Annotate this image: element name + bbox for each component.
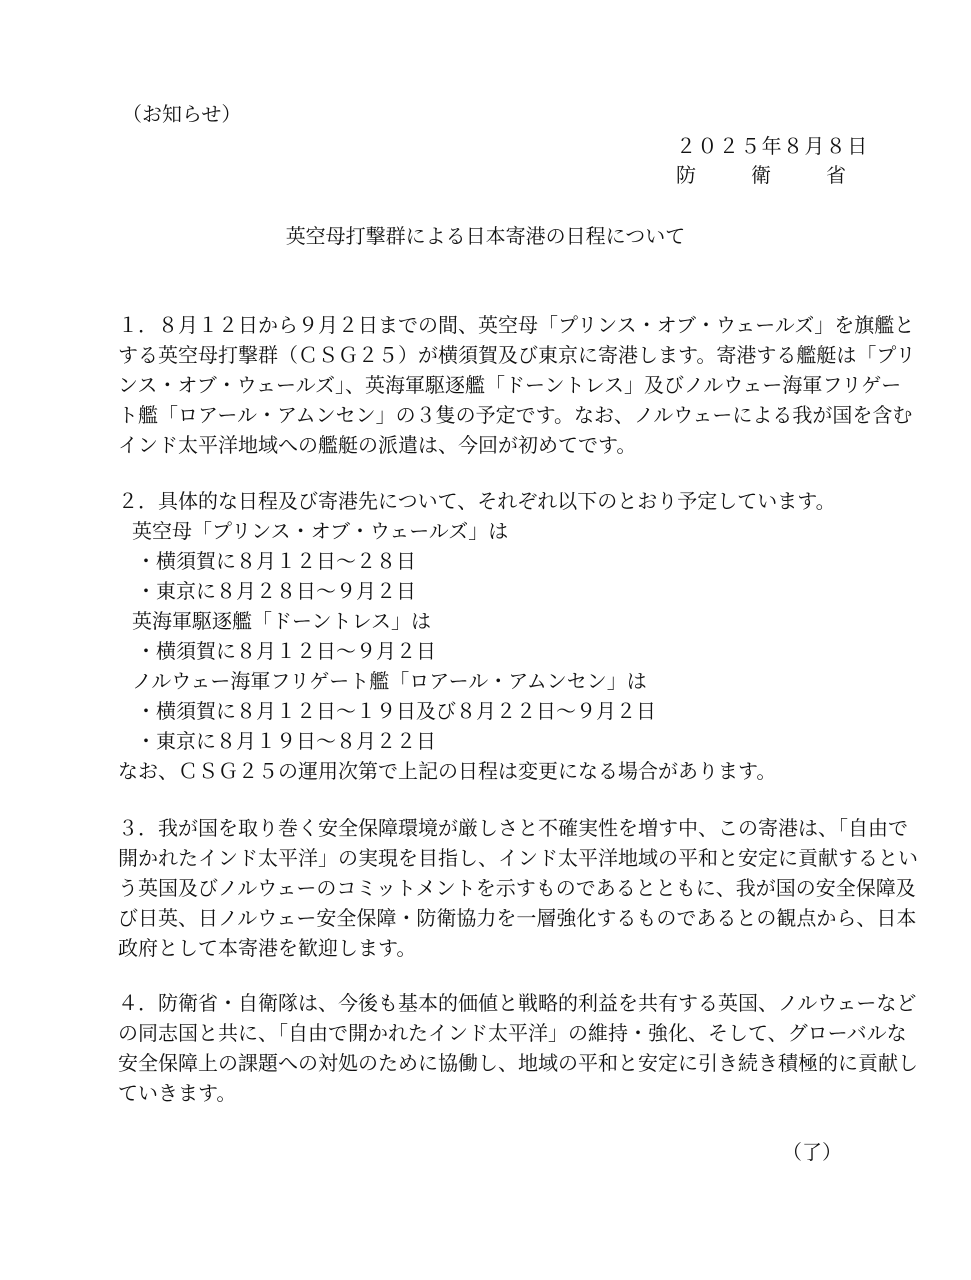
paragraph-line: 開かれたインド太平洋」の実現を目指し、インド太平洋地域の平和と安定に貢献するとい [118,846,918,870]
paragraph-line: ト艦「ロアール・アムンセン」の３隻の予定です。なお、ノルウェーによる我が国を含む [118,403,913,427]
paragraph-line: う英国及びノルウェーのコミットメントを示すものであるとともに、我が国の安全保障及 [118,876,916,900]
schedule-item: ・東京に８月２８日～９月２日 [136,579,416,603]
paragraph-line: 安全保障上の課題への対処のために協働し、地域の平和と安定に引き続き積極的に貢献し [118,1051,918,1075]
issuer-char: 衛 [751,163,771,187]
schedule-item: ・横須賀に８月１２日～２８日 [136,549,416,573]
paragraph-line: ４．防衛省・自衛隊は、今後も基本的価値と戦略的利益を共有する英国、ノルウェーなど [118,991,917,1015]
release-date: ２０２５年８月８日 [676,134,869,158]
end-mark: （了） [782,1140,842,1164]
issuer-char: 省 [826,163,846,187]
paragraph-2 [118,486,858,786]
paragraph-line: の同志国と共に、「自由で開かれたインド太平洋」の維持・強化、そして、グローバルな [118,1021,907,1045]
ship-heading: 英空母「プリンス・オブ・ウェールズ」は [132,519,509,543]
paragraph-1 [118,310,916,460]
paragraph-line: ンス・オブ・ウェールズ」、英海軍駆逐艦「ドーントレス」及びノルウェー海軍フリゲー [118,373,902,397]
paragraph-line: １．８月１２日から９月２日までの間、英空母「プリンス・オブ・ウェールズ」を旗艦と [118,313,915,337]
paragraph-line: び日英、日ノルウェー安全保障・防衛協力を一層強化するものであるとの観点から、日本 [118,906,917,930]
paragraph-4 [118,988,918,1108]
paragraph-line: する英空母打撃群（ＣＳＧ２５）が横須賀及び東京に寄港します。寄港する艦艇は「プリ [118,343,916,367]
schedule-note: なお、ＣＳＧ２５の運用次第で上記の日程は変更になる場合があります。 [118,759,777,783]
paragraph-line: ２．具体的な日程及び寄港先について、それぞれ以下のとおり予定しています。 [118,489,836,513]
paragraph-line: ていきます。 [118,1081,237,1105]
paragraph-line: ３．我が国を取り巻く安全保障環境が厳しさと不確実性を増す中、この寄港は、「自由で [118,816,908,840]
ship-heading: 英海軍駆逐艦「ドーントレス」は [132,609,431,633]
document-title: 英空母打撃群による日本寄港の日程について [285,224,686,248]
issuer-name [676,165,846,185]
ship-heading: ノルウェー海軍フリゲート艦「ロアール・アムンセン」は [132,669,647,693]
schedule-item: ・横須賀に８月１２日～１９日及び８月２２日～９月２日 [136,699,656,723]
schedule-item: ・横須賀に８月１２日～９月２日 [136,639,436,663]
issuer-char: 防 [676,163,696,187]
schedule-item: ・東京に８月１９日～８月２２日 [136,729,436,753]
paragraph-line: インド太平洋地域への艦艇の派遣は、今回が初めてです。 [118,433,637,457]
paragraph-line: 政府として本寄港を歓迎します。 [118,936,417,960]
notice-label: （お知らせ） [122,102,242,126]
paragraph-3 [118,813,918,963]
